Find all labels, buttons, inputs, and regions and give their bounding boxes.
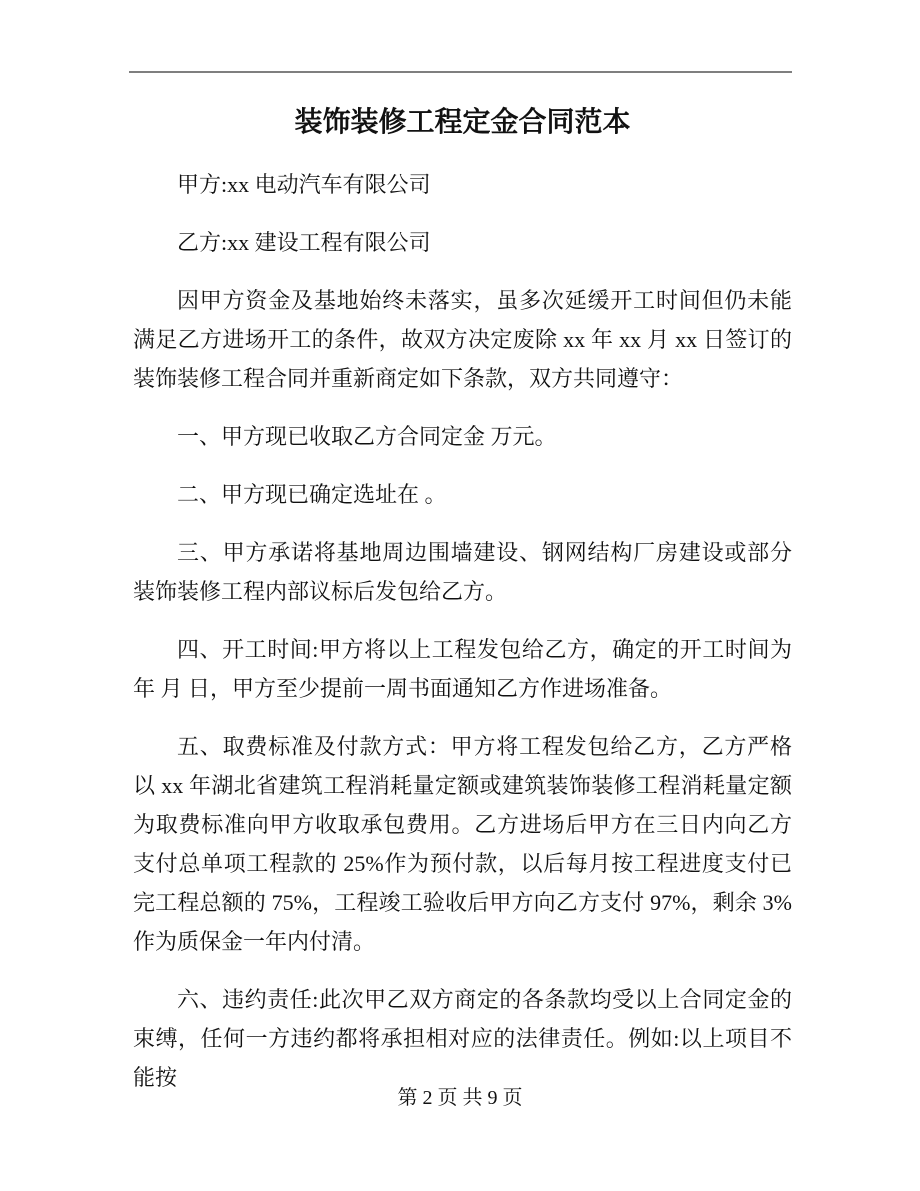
paragraph-clause-3: 三、甲方承诺将基地周边围墙建设、钢网结构厂房建设或部分装饰装修工程内部议标后发包给乙方。 bbox=[133, 540, 792, 604]
paragraph-party-b: 乙方:xx 建设工程有限公司 bbox=[177, 230, 431, 255]
paragraph-clause-2: 二、甲方现已确定选址在 。 bbox=[177, 482, 447, 507]
paragraph-clause-1: 一、甲方现已收取乙方合同定金 万元。 bbox=[177, 424, 557, 449]
header-divider bbox=[129, 71, 792, 73]
paragraph-party-a: 甲方:xx 电动汽车有限公司 bbox=[177, 172, 431, 197]
page-footer: 第 2 页 共 9 页 bbox=[397, 1087, 523, 1109]
paragraph-clause-5: 五、取费标准及付款方式：甲方将工程发包给乙方，乙方严格以 xx 年湖北省建筑工程消耗量定额或建筑装饰装修工程消耗量定额为取费标准向甲方收取承包费用。乙方进场后甲方在三日内向乙方支付总单项工程款的 25%作为预付款，以后每月按工程进度支付已完工程总额的 75%，工程竣工验收后甲方向乙方支付 97%，剩余 3%作为质保金一年内付清。 bbox=[133, 734, 792, 954]
document-body bbox=[133, 165, 792, 1097]
document-title: 装饰装修工程定金合同范本 bbox=[294, 107, 631, 138]
paragraph-clause-6: 六、违约责任:此次甲乙双方商定的各条款均受以上合同定金的束缚，任何一方违约都将承担相对应的法律责任。例如:以上项目不能按 bbox=[133, 987, 792, 1090]
paragraph-preamble: 因甲方资金及基地始终未落实，虽多次延缓开工时间但仍未能满足乙方进场开工的条件，故双方决定废除 xx 年 xx 月 xx 日签订的装饰装修工程合同并重新商定如下条款，双方共同遵守： bbox=[133, 288, 792, 391]
paragraph-clause-4: 四、开工时间:甲方将以上工程发包给乙方，确定的开工时间为 年 月 日，甲方至少提前一周书面通知乙方作进场准备。 bbox=[133, 637, 792, 701]
